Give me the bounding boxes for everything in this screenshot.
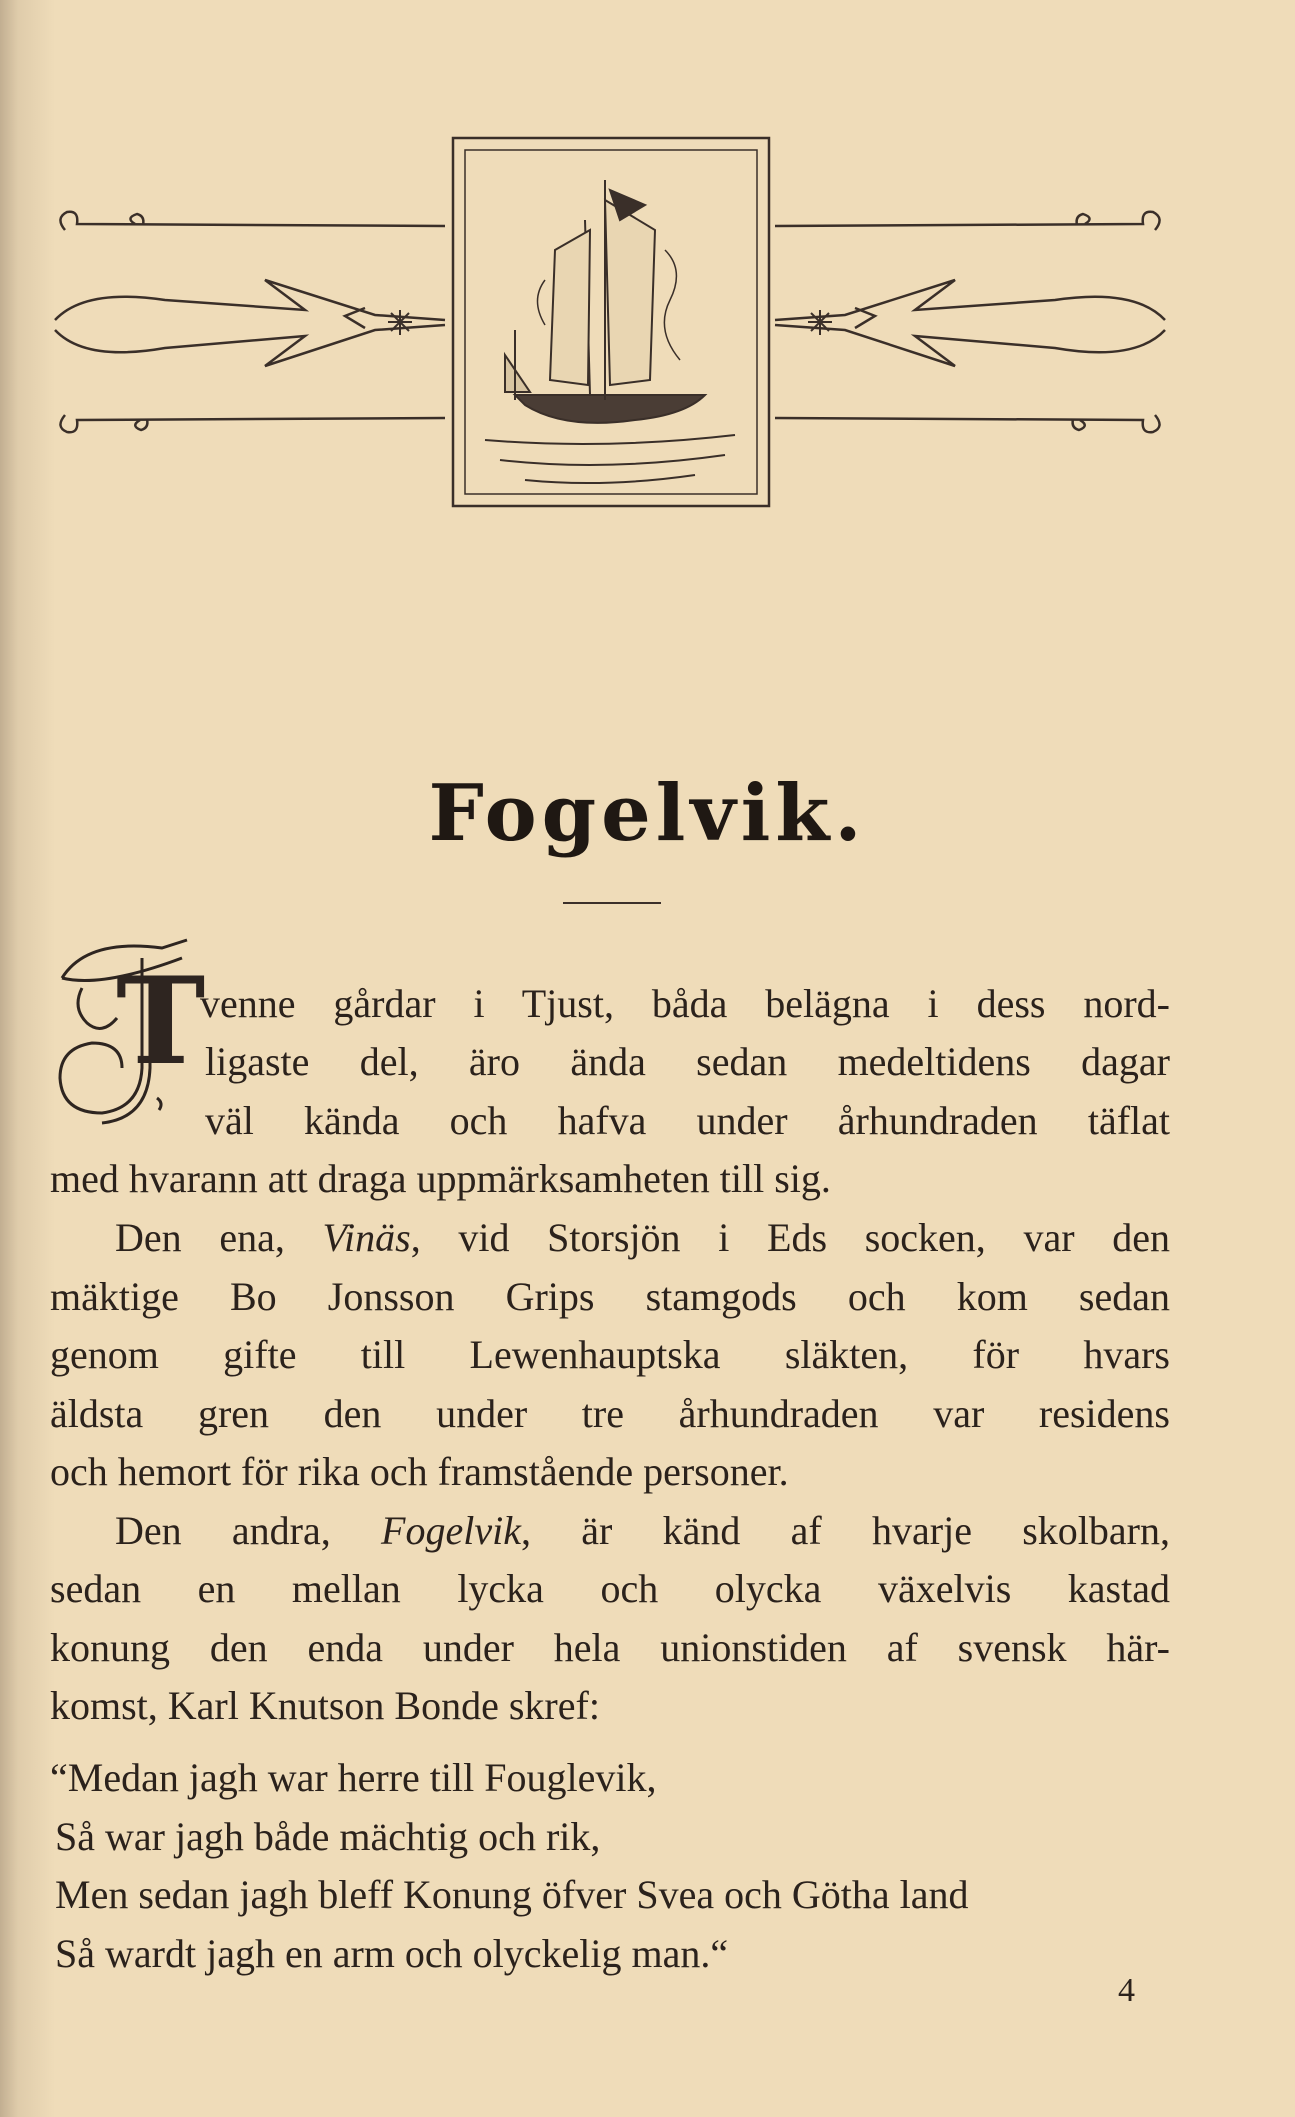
- verse-line2: Så war jagh både mächtig och rik,: [55, 1814, 601, 1859]
- verse-line4: Så wardt jagh en arm och olyckelig man.“: [55, 1931, 729, 1976]
- paragraph2-line5: och hemort för rika och framstående personer.: [50, 1449, 789, 1494]
- ship-vignette-icon: [45, 130, 1175, 515]
- paragraph3-line2: sedan en mellan lycka och olycka växelvis kastad: [50, 1566, 1170, 1611]
- paragraph2-line3: genom gifte till Lewenhauptska släkten, för hvars: [50, 1332, 1170, 1377]
- headpiece-ornament: [45, 130, 1175, 515]
- verse-line3: Men sedan jagh bleff Konung öfver Svea och Götha land: [55, 1872, 969, 1917]
- paragraph1-line1: venne gårdar i Tjust, båda belägna i dess nord-: [200, 981, 1170, 1026]
- chapter-title: Fogelvik.: [428, 768, 867, 859]
- paragraph3-line4: komst, Karl Knutson Bonde skref:: [50, 1683, 600, 1728]
- paragraph3-line3: konung den enda under hela unionstiden af svensk här-: [50, 1625, 1170, 1670]
- paragraph2-line2: mäktige Bo Jonsson Grips stamgods och kom sedan: [50, 1274, 1170, 1319]
- place-vinas: Vinäs: [322, 1215, 411, 1260]
- decorative-initial-t: [42, 918, 206, 1133]
- title-divider: [563, 902, 661, 904]
- paragraph1-line4: med hvarann att draga uppmärksamheten till sig.: [50, 1156, 831, 1201]
- paragraph1-line2: ligaste del, äro ända sedan medeltidens dagar: [205, 1039, 1170, 1084]
- page-number: 4: [1118, 1972, 1135, 2009]
- place-fogelvik: Fogelvik: [381, 1508, 521, 1553]
- paragraph2-line4: äldsta gren den under tre århundraden var residens: [50, 1391, 1170, 1436]
- paragraph3-line1: Den andra, Fogelvik, är känd af hvarje skolbarn,: [115, 1508, 1170, 1553]
- paragraph1-line3: väl kända och hafva under århundraden täflat: [205, 1098, 1170, 1143]
- verse-line1: “Medan jagh war herre till Fouglevik,: [50, 1755, 657, 1800]
- paragraph2-line1: Den ena, Vinäs, vid Storsjön i Eds socken, var den: [115, 1215, 1170, 1260]
- initial-letter: T: [116, 951, 206, 1092]
